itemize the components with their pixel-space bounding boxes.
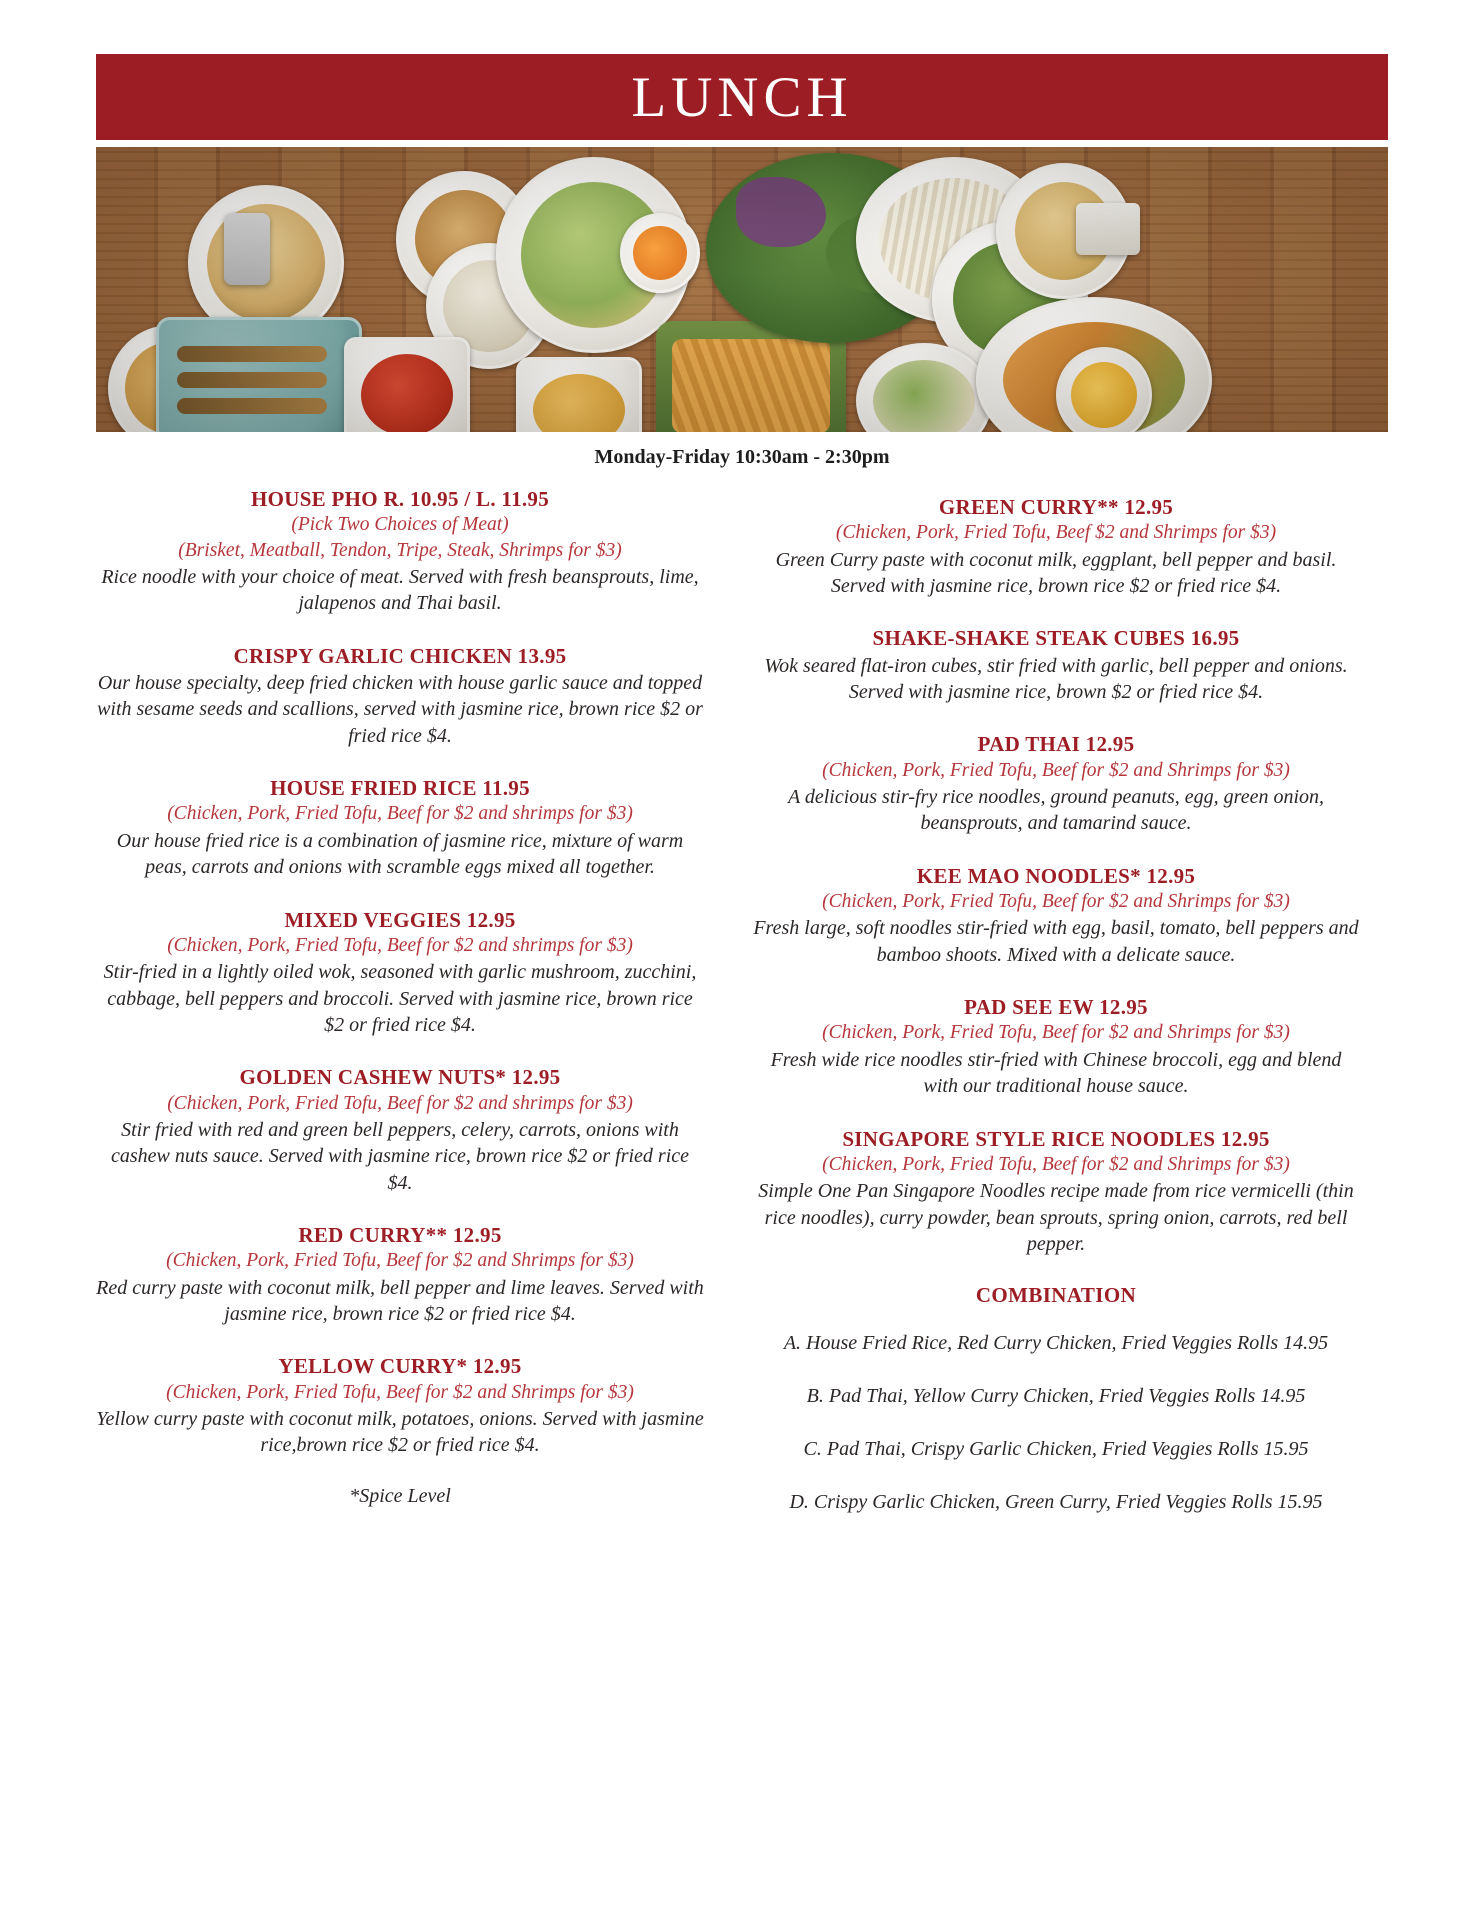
combination-item: A. House Fried Rice, Red Curry Chicken, Fried Veggies Rolls 14.95 xyxy=(783,1332,1329,1355)
combination-item: C. Pad Thai, Crispy Garlic Chicken, Fried Veggies Rolls 15.95 xyxy=(803,1438,1309,1461)
menu-item-name: PAD SEE EW 12.95 xyxy=(964,995,1148,1020)
menu-item-options: (Chicken, Pork, Fried Tofu, Beef for $2 and Shrimps for $3) xyxy=(822,891,1290,913)
menu-item-name: KEE MAO NOODLES* 12.95 xyxy=(916,863,1196,888)
hours-line: Monday-Friday 10:30am - 2:30pm xyxy=(594,446,890,468)
combination-item: B. Pad Thai, Yellow Curry Chicken, Fried Veggies Rolls 14.95 xyxy=(806,1385,1306,1408)
menu-item-description: Stir-fried in a lightly oiled wok, seasoned with garlic mushroom, zucchini, cabbage, bell peppers and broccoli. Served with jasmine rice, brown rice $2 or fried rice $4. xyxy=(103,961,697,1036)
menu-item-options: (Chicken, Pork, Fried Tofu, Beef for $2 and Shrimps for $3) xyxy=(822,1022,1290,1044)
combination-heading: COMBINATION xyxy=(975,1283,1137,1308)
menu-item-name: SINGAPORE STYLE RICE NOODLES 12.95 xyxy=(842,1126,1270,1151)
menu-columns xyxy=(96,486,1388,1542)
menu-item-description: Fresh large, soft noodles stir-fried with egg, basil, tomato, bell peppers and bamboo shoots. Mixed with a delicate sauce. xyxy=(753,917,1359,966)
menu-item xyxy=(752,494,1360,599)
menu-item-options: (Chicken, Pork, Fried Tofu, Beef for $2 and Shrimps for $3) xyxy=(822,1153,1290,1175)
menu-item-description: Red curry paste with coconut milk, bell pepper and lime leaves. Served with jasmine rice, brown rice $2 or fried rice $4. xyxy=(96,1276,704,1326)
menu-item-name: SHAKE-SHAKE STEAK CUBES 16.95 xyxy=(872,626,1240,651)
spice-level-note: *Spice Level xyxy=(349,1484,451,1507)
menu-item xyxy=(96,1353,704,1458)
menu-item xyxy=(752,731,1360,836)
menu-item-options: (Chicken, Pork, Fried Tofu, Beef for $2 and shrimps for $3) xyxy=(167,1092,633,1114)
menu-item-name: RED CURRY** 12.95 xyxy=(298,1223,502,1248)
menu-item-options: (Pick Two Choices of Meat) xyxy=(291,514,509,536)
menu-item-description: Yellow curry paste with coconut milk, potatoes, onions. Served with jasmine rice,brown rice $2 or fried rice $4. xyxy=(96,1408,704,1457)
menu-item xyxy=(752,994,1360,1099)
menu-column-left xyxy=(96,486,704,1542)
menu-item-options: (Chicken, Pork, Fried Tofu, Beef for $2 and Shrimps for $3) xyxy=(822,759,1290,781)
menu-item-description: Simple One Pan Singapore Noodles recipe made from rice vermicelli (thin rice noodles), curry powder, bean sprouts, spring onion, carrots, red bell pepper. xyxy=(758,1180,1354,1255)
menu-item-description: Rice noodle with your choice of meat. Served with fresh beansprouts, lime, jalapenos and Thai basil. xyxy=(101,565,699,615)
menu-item-description: Wok seared flat-iron cubes, stir fried with garlic, bell pepper and onions. Served with jasmine rice, brown $2 or fried rice $4. xyxy=(764,654,1348,704)
menu-item-name: GREEN CURRY** 12.95 xyxy=(938,495,1174,519)
menu-item xyxy=(752,1126,1360,1258)
menu-item-name: GOLDEN CASHEW NUTS* 12.95 xyxy=(239,1065,561,1090)
hero-food-photo xyxy=(96,147,1388,432)
page-title: LUNCH xyxy=(631,65,853,129)
menu-item xyxy=(96,643,704,749)
menu-item-name: HOUSE PHO R. 10.95 / L. 11.95 xyxy=(250,487,550,511)
menu-item xyxy=(96,486,704,617)
menu-item xyxy=(96,1222,704,1327)
menu-item-options: (Chicken, Pork, Fried Tofu, Beef for $2 and Shrimps for $3) xyxy=(166,1381,634,1403)
menu-item-name: MIXED VEGGIES 12.95 xyxy=(284,907,516,932)
menu-item-options: (Chicken, Pork, Fried Tofu, Beef for $2 and shrimps for $3) xyxy=(167,934,633,956)
menu-item-options: (Chicken, Pork, Fried Tofu, Beef for $2 and shrimps for $3) xyxy=(167,803,633,825)
combination-item: D. Crispy Garlic Chicken, Green Curry, Fried Veggies Rolls 15.95 xyxy=(789,1491,1323,1514)
menu-item-options: (Chicken, Pork, Fried Tofu, Beef for $2 and Shrimps for $3) xyxy=(166,1250,634,1272)
menu-item-name: HOUSE FRIED RICE 11.95 xyxy=(270,776,530,801)
menu-item-options: (Chicken, Pork, Fried Tofu, Beef $2 and Shrimps for $3) xyxy=(835,522,1277,544)
menu-column-right xyxy=(752,486,1360,1542)
menu-item-name: PAD THAI 12.95 xyxy=(977,732,1135,757)
menu-item xyxy=(752,625,1360,705)
menu-item-description: Stir fried with red and green bell peppers, celery, carrots, onions with cashew nuts sauce. Served with jasmine rice, brown rice $2 or fried rice $4. xyxy=(110,1118,690,1194)
menu-item-options-secondary: (Brisket, Meatball, Tendon, Tripe, Steak, Shrimps for $3) xyxy=(178,539,622,561)
menu-item xyxy=(96,775,704,880)
menu-item xyxy=(752,863,1360,968)
menu-item-description: Green Curry paste with coconut milk, eggplant, bell pepper and basil. Served with jasmine rice, brown rice $2 or fried rice $4. xyxy=(775,548,1337,597)
menu-item-name: CRISPY GARLIC CHICKEN 13.95 xyxy=(233,643,567,668)
menu-item xyxy=(96,907,704,1039)
menu-item-description: Our house fried rice is a combination of jasmine rice, mixture of warm peas, carrots and onions with scramble eggs mixed all together. xyxy=(116,829,684,879)
photo-shading xyxy=(96,147,1388,432)
menu-item-description: Our house specialty, deep fried chicken with house garlic sauce and topped with sesame seeds and scallions, served with jasmine rice, brown rice $2 or fried rice $4. xyxy=(97,671,703,747)
menu-item-description: Fresh wide rice noodles stir-fried with Chinese broccoli, egg and blend with our traditional house sauce. xyxy=(770,1048,1342,1098)
menu-item-description: A delicious stir-fry rice noodles, ground peanuts, egg, green onion, beansprouts, and tamarind sauce. xyxy=(787,786,1324,835)
menu-item xyxy=(96,1064,704,1196)
lunch-banner xyxy=(96,54,1388,140)
menu-item-name: YELLOW CURRY* 12.95 xyxy=(278,1354,522,1379)
